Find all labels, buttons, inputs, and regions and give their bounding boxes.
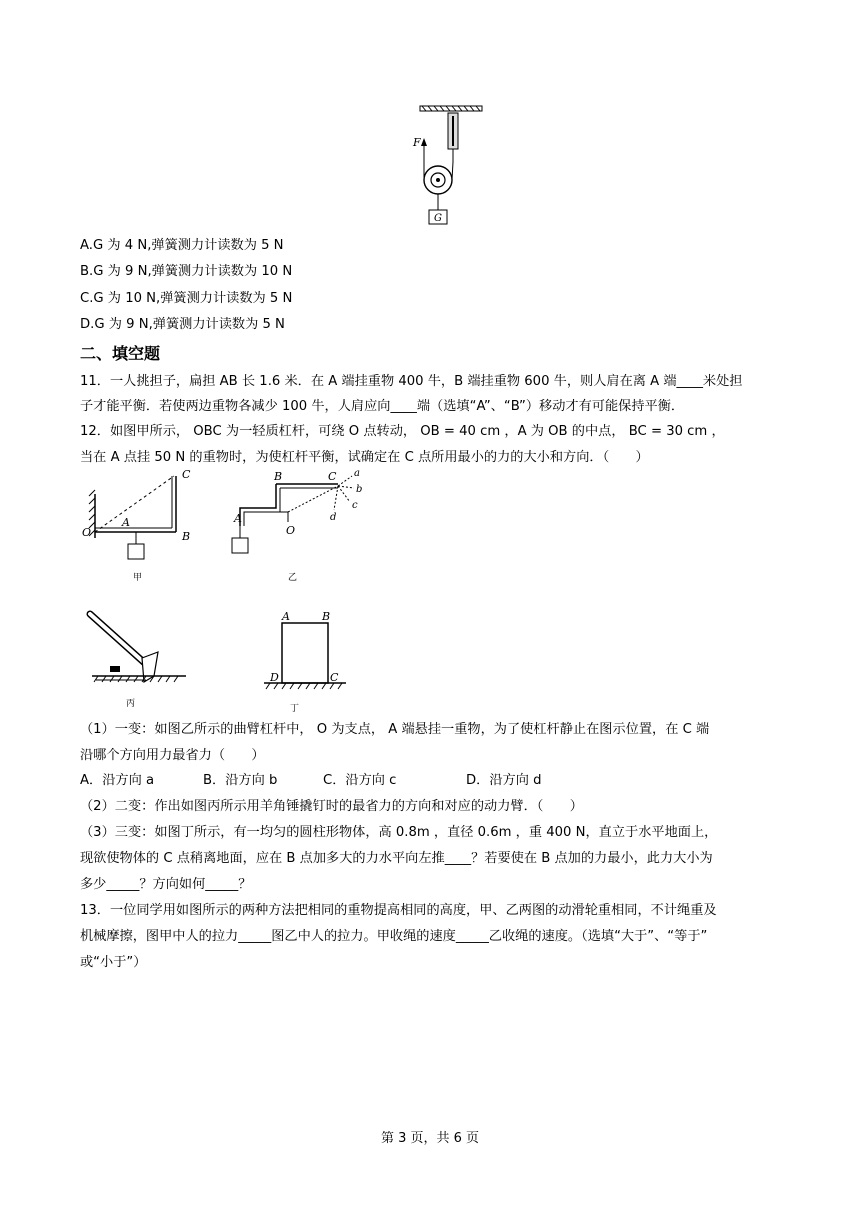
q12-sub2: （2）二变：作出如图丙所示用羊角锤撬钉时的最省力的方向和对应的动力臂．（ ） [80, 799, 583, 814]
ding-label-C: C [330, 671, 339, 684]
lever-figure-jia [78, 466, 208, 586]
section-title-fill-in: 二、填空题 [80, 344, 161, 363]
yi-label-d: d [330, 512, 337, 523]
cylinder-figure-ding [250, 605, 360, 717]
jia-label-A: A [122, 516, 130, 529]
q12-sub3-line-2: 现欲使物体的 C 点稍离地面，应在 B 点加多大的力水平向左推____？若要使在 B 点加的力最小，此力大小为 [80, 851, 713, 866]
yi-label-B: B [274, 470, 283, 483]
yi-label-a: a [354, 468, 360, 479]
jia-caption: 甲 [133, 573, 143, 583]
q12-sub1-line-1: （1）一变：如图乙所示的曲臂杠杆中， O 为支点， A 端悬挂一重物，为了使杠杆静止在图示位置，在 C 端 [80, 722, 710, 737]
q12-sub3-line-1: （3）三变：如图丁所示，有一均匀的圆柱形物体，高 0.8m ，直径 0.6m ，重 400 N，直立于水平地面上， [80, 825, 718, 840]
claw-hammer-figure-bing [86, 600, 196, 710]
yi-label-A: A [234, 512, 242, 525]
yi-label-b: b [356, 484, 363, 495]
q10-option-a: A.G 为 4 N,弹簧测力计读数为 5 N [80, 238, 284, 253]
ding-label-B: B [322, 610, 331, 623]
bing-caption: 丙 [126, 699, 136, 709]
q12-sub3-line-3: 多少_____？方向如何_____？ [80, 877, 252, 892]
q10-option-d: D.G 为 9 N,弹簧测力计读数为 5 N [80, 317, 285, 332]
yi-caption: 乙 [288, 573, 298, 583]
q12-sub1-option-b: B．沿方向 b [203, 773, 278, 788]
pulley-spring-scale-figure [410, 100, 490, 228]
q11-line-1: 11．一人挑担子，扁担 AB 长 1.6 米．在 A 端挂重物 400 牛，B 端挂重物 600 牛，则人肩在离 A 端____米处担 [80, 374, 743, 389]
ding-caption: 丁 [290, 704, 300, 714]
jia-label-O: O [82, 526, 92, 539]
ding-label-D: D [270, 671, 279, 684]
page-footer: 第 3 页，共 6 页 [380, 1131, 480, 1146]
q13-line-3: 或“小于”） [80, 955, 147, 970]
q11-line-2: 子才能平衡．若使两边重物各减少 100 牛，人肩应向____端（选填“A”、“B”）移动才有可能保持平衡． [80, 399, 685, 414]
q12-line-2: 当在 A 点挂 50 N 的重物时，为使杠杆平衡，试确定在 C 点所用最小的力的大小和方向．（ ） [80, 450, 649, 465]
q12-sub1-line-2: 沿哪个方向用力最省力（ ） [80, 748, 265, 763]
ding-label-A: A [282, 610, 290, 623]
yi-label-O: O [286, 524, 296, 537]
q12-sub1-option-a: A．沿方向 a [80, 773, 155, 788]
q12-sub1-option-d: D．沿方向 d [466, 773, 542, 788]
q13-line-2: 机械摩擦，图甲中人的拉力_____图乙中人的拉力。甲收绳的速度_____乙收绳的速度。（选填“大于”、“等于” [80, 929, 708, 944]
q12-sub1-option-c: C．沿方向 c [323, 773, 397, 788]
q10-option-b: B.G 为 9 N,弹簧测力计读数为 10 N [80, 264, 293, 279]
q13-line-1: 13．一位同学用如图所示的两种方法把相同的重物提高相同的高度，甲、乙两图的动滑轮重相同，不计绳重及 [80, 903, 717, 918]
yi-label-C: C [328, 470, 337, 483]
q12-line-1: 12．如图甲所示， OBC 为一轻质杠杆，可绕 O 点转动， OB = 40 cm ，A 为 OB 的中点， BC = 30 cm ， [80, 424, 725, 439]
jia-label-B: B [182, 530, 191, 543]
jia-label-C: C [182, 468, 191, 481]
q10-option-c: C.G 为 10 N,弹簧测力计读数为 5 N [80, 291, 293, 306]
force-label-F: F [413, 136, 421, 149]
lever-figure-yi [226, 466, 366, 586]
weight-label-G: G [434, 213, 442, 224]
yi-label-c: c [352, 500, 358, 511]
